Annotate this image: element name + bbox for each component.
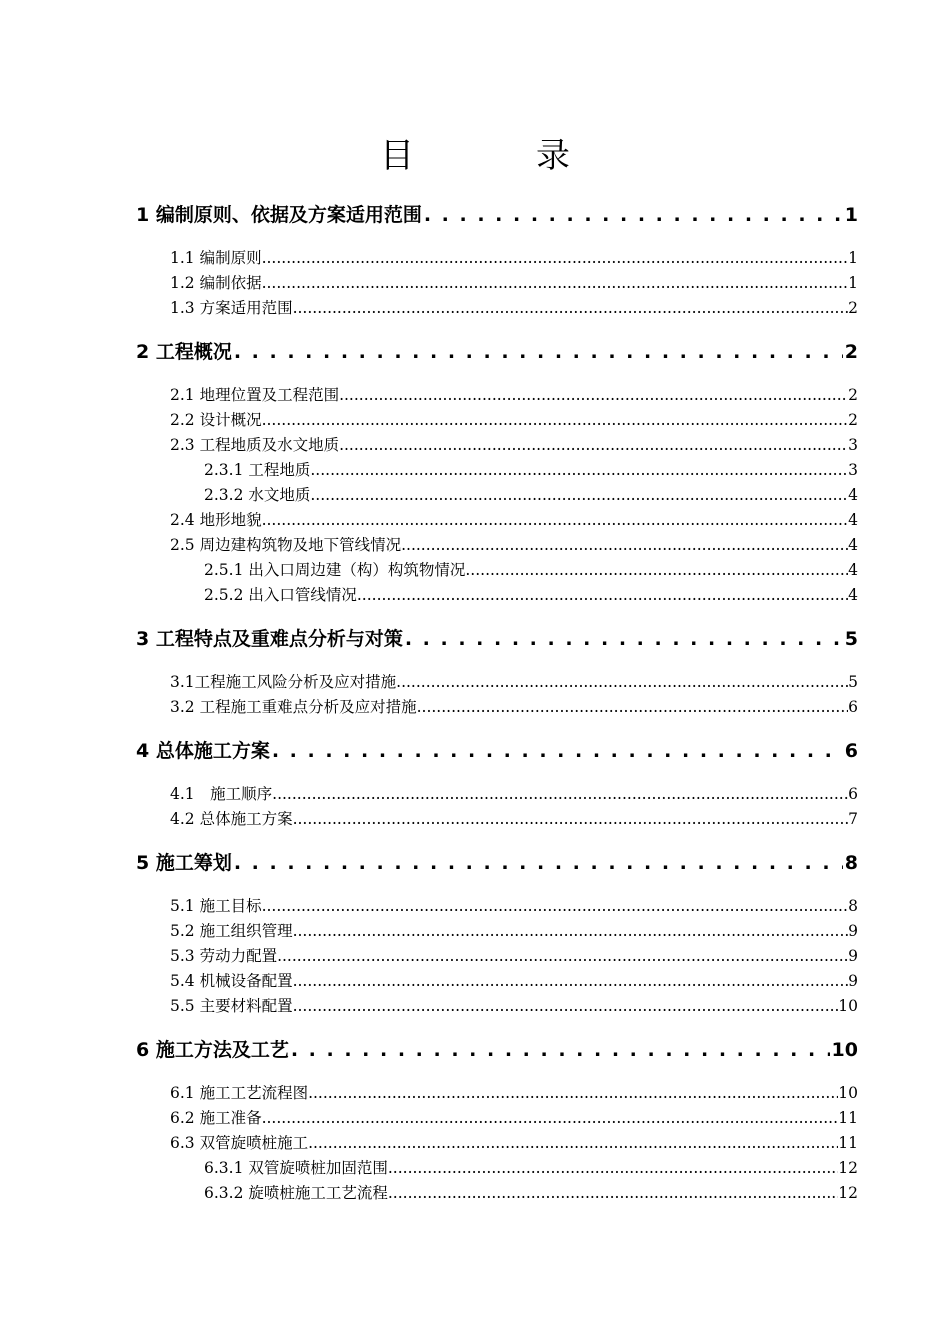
chapter-gap	[136, 1206, 858, 1218]
dot-leader	[293, 296, 849, 321]
toc-page-number: 3	[848, 461, 858, 479]
toc-page-number: 4	[848, 586, 858, 604]
dot-leader	[388, 1156, 838, 1181]
dot-leader	[262, 271, 849, 296]
toc-page-number: 4	[848, 536, 858, 554]
toc-entry-label: 2.4 地形地貌	[170, 511, 262, 529]
chapter-gap	[136, 720, 858, 732]
toc-entry-label: 2.3.2 水文地质	[204, 486, 311, 504]
toc-page-number: 1	[848, 249, 858, 267]
toc-page-number: 11	[838, 1134, 858, 1152]
toc-page-number: 4	[848, 561, 858, 579]
dot-leader	[293, 969, 849, 994]
toc-entry-label: 6.3.1 双管旋喷桩加固范围	[204, 1159, 388, 1177]
toc-section[interactable]	[136, 408, 858, 433]
dot-leader	[308, 1131, 838, 1156]
toc-chapter-6[interactable]	[136, 1031, 858, 1069]
dot-leader	[388, 1181, 838, 1206]
page-title: 目 录	[380, 136, 614, 176]
toc-page-number: 10	[838, 997, 858, 1015]
toc-page-number: 10	[838, 1084, 858, 1102]
dot-leader	[262, 508, 849, 533]
dot-leader	[272, 732, 843, 770]
toc-entry-label: 5.5 主要材料配置	[170, 997, 293, 1015]
toc-section[interactable]	[136, 246, 858, 271]
dot-leader	[396, 670, 848, 695]
toc-entry-label: 1 编制原则、依据及方案适用范围	[136, 204, 422, 226]
toc-page-number: 7	[848, 810, 858, 828]
toc-chapter-3[interactable]	[136, 620, 858, 658]
toc-entry-label: 6 施工方法及工艺	[136, 1039, 289, 1061]
chapter-gap	[136, 1019, 858, 1031]
toc-entry-label: 1.3 方案适用范围	[170, 299, 293, 317]
toc-entry-label: 4 总体施工方案	[136, 740, 270, 762]
dot-leader	[234, 333, 843, 371]
dot-leader	[339, 383, 848, 408]
toc-entry-label: 2.3 工程地质及水文地质	[170, 436, 340, 454]
toc-entry-label: 5.2 施工组织管理	[170, 922, 293, 940]
toc-section[interactable]	[136, 695, 858, 720]
toc-page-number: 2	[848, 386, 858, 404]
toc-page-number: 12	[838, 1159, 858, 1177]
toc-subsection[interactable]	[136, 483, 858, 508]
table-of-contents	[136, 196, 858, 1218]
toc-page-number: 6	[848, 698, 858, 716]
chapter-gap	[136, 608, 858, 620]
dot-leader	[277, 944, 848, 969]
toc-page-number: 8	[844, 852, 858, 874]
toc-page-number: 11	[838, 1109, 858, 1127]
toc-page-number: 9	[848, 947, 858, 965]
toc-page-number: 5	[848, 673, 858, 691]
toc-page-number: 4	[848, 511, 858, 529]
toc-entry-label: 1.2 编制依据	[170, 274, 262, 292]
toc-entry-label: 2 工程概况	[136, 341, 232, 363]
dot-leader	[262, 1106, 839, 1131]
toc-entry-label: 3 工程特点及重难点分析与对策	[136, 628, 403, 650]
toc-entry-label: 1.1 编制原则	[170, 249, 262, 267]
toc-entry-label: 6.3 双管旋喷桩施工	[170, 1134, 309, 1152]
toc-page-number: 9	[848, 922, 858, 940]
dot-leader	[262, 408, 849, 433]
dot-leader	[234, 844, 843, 882]
toc-page-number: 12	[838, 1184, 858, 1202]
dot-leader	[405, 620, 843, 658]
dot-leader	[262, 894, 849, 919]
toc-page-number: 1	[844, 204, 858, 226]
toc-entry-label: 6.1 施工工艺流程图	[170, 1084, 309, 1102]
toc-page-number: 2	[848, 411, 858, 429]
toc-entry-label: 5.1 施工目标	[170, 897, 262, 915]
chapter-gap	[136, 321, 858, 333]
dot-leader	[310, 458, 848, 483]
toc-section[interactable]	[136, 271, 858, 296]
toc-entry-label: 5.3 劳动力配置	[170, 947, 278, 965]
toc-page-number: 10	[831, 1039, 858, 1061]
toc-entry-label: 2.3.1 工程地质	[204, 461, 311, 479]
toc-section[interactable]	[136, 670, 858, 695]
toc-entry-label: 5 施工筹划	[136, 852, 232, 874]
dot-leader	[293, 994, 839, 1019]
chapter-gap	[136, 832, 858, 844]
toc-page-number: 2	[844, 341, 858, 363]
toc-entry-label: 2.2 设计概况	[170, 411, 262, 429]
toc-section[interactable]	[136, 533, 858, 558]
toc-page-number: 1	[848, 274, 858, 292]
toc-section[interactable]	[136, 994, 858, 1019]
toc-section[interactable]	[136, 508, 858, 533]
toc-section[interactable]	[136, 296, 858, 321]
toc-page-number: 2	[848, 299, 858, 317]
toc-entry-label: 3.2 工程施工重难点分析及应对措施	[170, 698, 417, 716]
toc-page-number: 8	[848, 897, 858, 915]
toc-entry-label: 4.1 施工顺序	[170, 785, 273, 803]
dot-leader	[339, 433, 848, 458]
dot-leader	[272, 782, 848, 807]
dot-leader	[291, 1031, 830, 1069]
dot-leader	[293, 919, 849, 944]
toc-subsection[interactable]	[136, 458, 858, 483]
toc-page-number: 4	[848, 486, 858, 504]
toc-entry-label: 4.2 总体施工方案	[170, 810, 293, 828]
toc-page-number: 3	[848, 436, 858, 454]
dot-leader	[262, 246, 849, 271]
toc-section[interactable]	[136, 1081, 858, 1106]
dot-leader	[465, 558, 848, 583]
toc-entry-label: 6.2 施工准备	[170, 1109, 262, 1127]
toc-section[interactable]	[136, 894, 858, 919]
toc-chapter-1[interactable]	[136, 196, 858, 234]
toc-page-number: 6	[848, 785, 858, 803]
dot-leader	[424, 196, 843, 234]
toc-page-number: 6	[844, 740, 858, 762]
toc-chapter-5[interactable]	[136, 844, 858, 882]
toc-entry-label: 2.5 周边建构筑物及地下管线情况	[170, 536, 402, 554]
dot-leader	[357, 583, 848, 608]
toc-entry-label: 2.1 地理位置及工程范围	[170, 386, 340, 404]
dot-leader	[310, 483, 848, 508]
toc-entry-label: 3.1工程施工风险分析及应对措施	[170, 673, 397, 691]
toc-section[interactable]	[136, 969, 858, 994]
toc-section[interactable]	[136, 919, 858, 944]
toc-subsection[interactable]	[136, 558, 858, 583]
dot-leader	[293, 807, 849, 832]
toc-entry-label: 2.5.1 出入口周边建（构）构筑物情况	[204, 561, 466, 579]
toc-page-number: 9	[848, 972, 858, 990]
toc-section[interactable]	[136, 782, 858, 807]
toc-section[interactable]	[136, 433, 858, 458]
toc-section[interactable]	[136, 1131, 858, 1156]
toc-subsection[interactable]	[136, 583, 858, 608]
toc-section[interactable]	[136, 1106, 858, 1131]
toc-page-number: 5	[844, 628, 858, 650]
toc-section[interactable]	[136, 944, 858, 969]
toc-subsection[interactable]	[136, 1181, 858, 1206]
dot-leader	[417, 695, 849, 720]
toc-entry-label: 5.4 机械设备配置	[170, 972, 293, 990]
toc-section[interactable]	[136, 383, 858, 408]
toc-chapter-4[interactable]	[136, 732, 858, 770]
toc-subsection[interactable]	[136, 1156, 858, 1181]
toc-chapter-2[interactable]	[136, 333, 858, 371]
toc-section[interactable]	[136, 807, 858, 832]
dot-leader	[308, 1081, 838, 1106]
dot-leader	[401, 533, 848, 558]
toc-entry-label: 6.3.2 旋喷桩施工工艺流程	[204, 1184, 388, 1202]
toc-entry-label: 2.5.2 出入口管线情况	[204, 586, 357, 604]
